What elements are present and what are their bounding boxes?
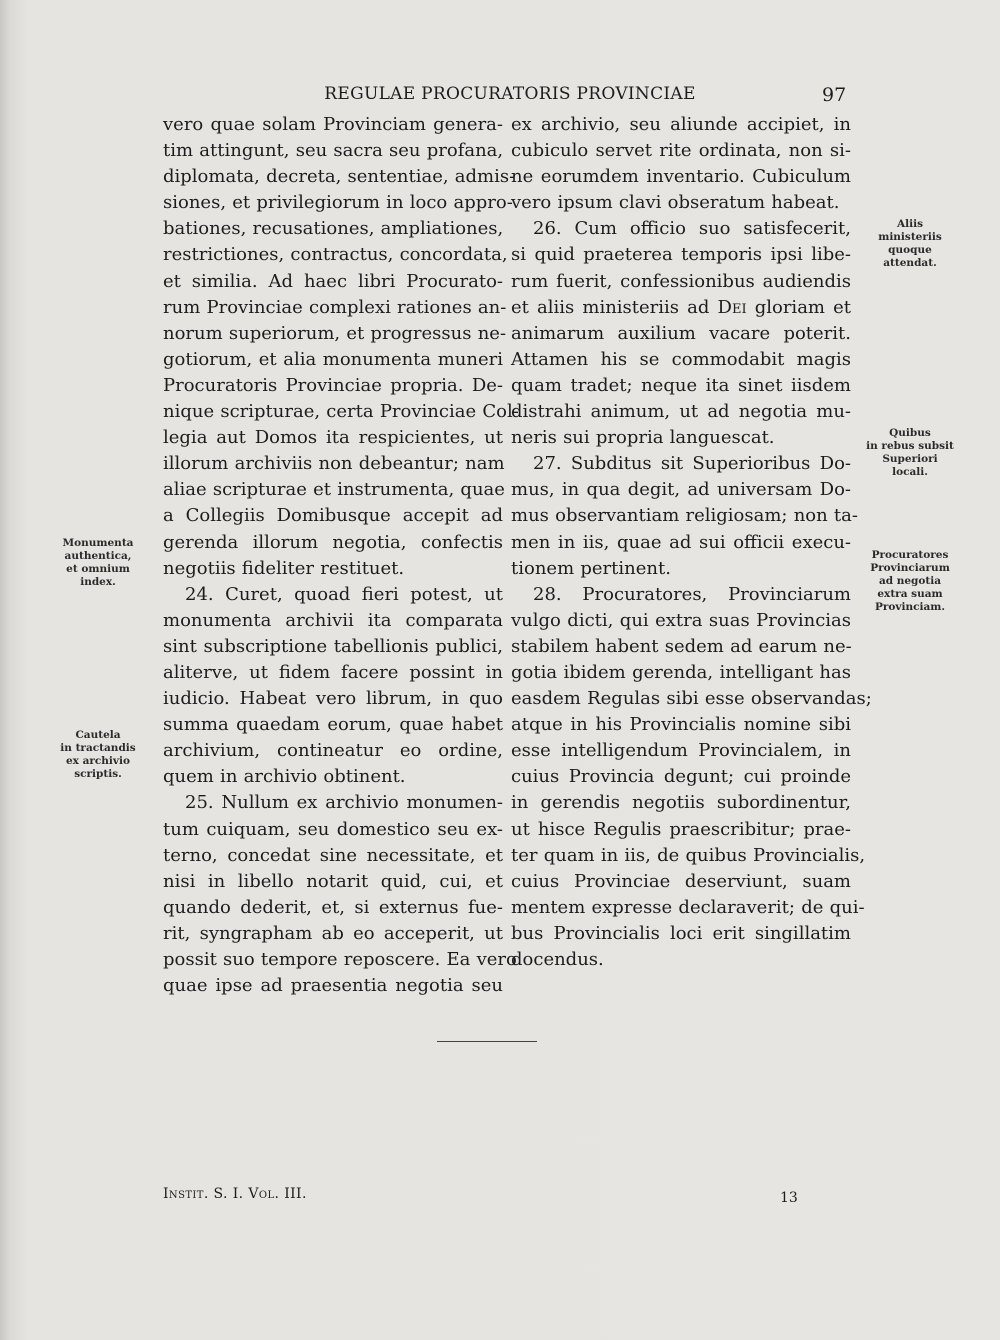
text-line: rum fuerit, confessionibus audiendis [511,270,851,292]
text-line: possit suo tempore reposcere. Ea vero [163,949,517,970]
text-line: restrictiones, contractus, concordata, [163,244,508,266]
text-line: in gerendis negotiis subordinentur, [511,792,851,814]
margin-note-line: et omnium [66,563,130,575]
divider-rule [437,1041,537,1042]
text-line: tum cuiquam, seu domestico seu ex- [163,818,503,840]
text-line: mus observantiam religiosam; non ta- [511,505,858,527]
margin-note-line: authentica, [64,550,132,562]
margin-note-line: in rebus subsit [866,440,954,452]
text-line: illorum archiviis non debeantur; nam [163,453,505,475]
right-column [511,112,872,973]
margin-note-line: Superiori [882,453,938,465]
margin-note-line: ad negotia [878,575,942,587]
text-line: tionem pertinent. [511,557,671,579]
text-line: bus Provincialis loci erit singillatim [511,922,851,944]
text-line: cuius Provinciae deserviunt, suam [511,870,851,892]
text-line: quam tradet; neque ita sinet iisdem [511,374,851,396]
text-line: nique scripturae, certa Provinciae Col- [163,401,519,423]
text-line: men in iis, quae ad sui officii execu- [511,531,851,553]
text-line: vero quae solam Provinciam genera- [163,114,503,135]
margin-note-line: in tractandis [60,742,136,754]
margin-note-line: scriptis. [74,768,122,780]
margin-note-line: Cautela [75,729,121,741]
text-line: rit, syngrapham ab eo acceperit, ut [163,922,503,944]
margin-note-aliis [855,218,965,270]
text-line: neris sui propria languescat. [511,427,775,449]
text-line: summa quaedam eorum, quae habet [163,714,503,736]
text-line: animarum auxilium vacare poterit. [511,322,851,344]
text-line: tim attingunt, seu sacra seu profana, [163,140,504,162]
text-line: vero ipsum clavi obseratum habeat. [511,192,840,214]
footer-volume: Instit. S. I. Vol. III. [163,1186,307,1202]
margin-note-line: Quibus [889,427,931,439]
text-line: gotiorum, et alia monumenta muneri [163,348,503,370]
text-line: aliae scripturae et instrumenta, quae [163,479,505,501]
text-line: 25. Nullum ex archivio monumen- [185,792,503,814]
margin-note-line: quoque [888,244,932,256]
left-column [163,112,519,999]
text-line: siones, et privilegiorum in loco appro- [163,192,513,214]
margin-note-line: attendat. [883,257,937,269]
margin-note-procuratores [855,549,965,614]
margin-note-line: ex archivio [65,755,131,767]
text-line: Attamen his se commodabit magis [511,348,851,370]
text-line: docendus. [511,949,604,970]
text-line: a Collegiis Domibusque accepit ad [163,505,503,527]
margin-note-quibus [855,427,965,479]
text-line: legia aut Domos ita respicientes, ut [163,427,503,449]
text-fragment: gloriam et [746,296,852,318]
text-line: norum superiorum, et progressus ne- [163,322,507,344]
text-line: stabilem habent sedem ad earum ne- [511,635,852,657]
text-line: mentem expresse declaraverit; de qui- [511,896,865,918]
margin-note-line: index. [80,576,116,588]
margin-note-cautela [43,729,153,781]
text-line: distrahi animum, ut ad negotia mu- [511,401,851,423]
page-number: 97 [822,84,847,106]
margin-note-line: Provinciam. [874,601,946,613]
text-line: ter quam in iis, de quibus Provincialis, [511,844,866,866]
text-line: rum Provinciae complexi rationes an- [163,296,507,318]
text-line: aliterve, ut fidem facere possint in [163,661,503,683]
text-line: si quid praeterea temporis ipsi libe- [511,244,851,266]
text-line: quae ipse ad praesentia negotia seu [163,975,503,997]
text-line: 24. Curet, quoad fieri potest, ut [185,583,503,605]
text-line: esse intelligendum Provincialem, in [511,740,851,762]
text-line: 26. Cum officio suo satisfecerit, [533,218,851,240]
text-line: monumenta archivii ita comparata [163,609,503,631]
text-line: gerenda illorum negotia, confectis [163,531,503,553]
text-line-dei [511,295,851,321]
text-line: ut hisce Regulis praescribitur; prae- [511,818,851,840]
text-line: quando dederit, et, si externus fue- [163,896,503,918]
text-line: atque in his Provincialis nomine sibi [511,714,851,736]
text-line: Procuratoris Provinciae propria. De- [163,374,503,396]
margin-note-monumenta [43,537,153,589]
dei-word: Dei [717,296,747,318]
text-line: cubiculo servet rite ordinata, non si- [511,140,851,162]
text-line: easdem Regulas sibi esse observandas; [511,688,872,710]
text-line: bationes, recusationes, ampliationes, [163,218,504,240]
text-line: sint subscriptione tabellionis publici, [163,635,503,657]
text-line: iudicio. Habeat vero librum, in quo [163,688,503,710]
text-line: negotiis fideliter restituet. [163,557,405,579]
text-line: ne eorumdem inventario. Cubiculum [511,166,851,188]
margin-note-line: extra suam [877,588,943,600]
margin-note-line: ministeriis [878,231,942,243]
margin-note-line: locali. [892,466,928,478]
text-line: et similia. Ad haec libri Procurato- [163,270,503,292]
text-line: mus, in qua degit, ad universam Do- [511,479,851,501]
text-line: terno, concedat sine necessitate, et [163,844,503,866]
text-line: archivium, contineatur eo ordine, [163,740,503,762]
text-fragment: et aliis ministeriis ad [511,296,718,318]
running-title: REGULAE PROCURATORIS PROVINCIAE [324,84,696,104]
text-line: ex archivio, seu aliunde accipiet, in [511,114,851,135]
text-line: nisi in libello notarit quid, cui, et [163,870,503,892]
margin-note-line: Provinciarum [870,562,950,574]
text-line: vulgo dicti, qui extra suas Provincias [511,609,851,631]
text-line: cuius Provincia degunt; cui proinde [511,766,851,788]
text-line: gotia ibidem gerenda, intelligant has [511,661,851,683]
text-line: diplomata, decreta, sententiae, admis- [163,166,516,188]
margin-note-line: Aliis [896,218,924,230]
text-line: quem in archivio obtinent. [163,766,406,788]
text-line: 28. Procuratores, Provinciarum [533,583,851,605]
text-line: 27. Subditus sit Superioribus Do- [533,453,851,475]
margin-note-line: Procuratores [871,549,949,561]
margin-note-line: Monumenta [62,537,134,549]
footer-signature: 13 [780,1190,798,1206]
